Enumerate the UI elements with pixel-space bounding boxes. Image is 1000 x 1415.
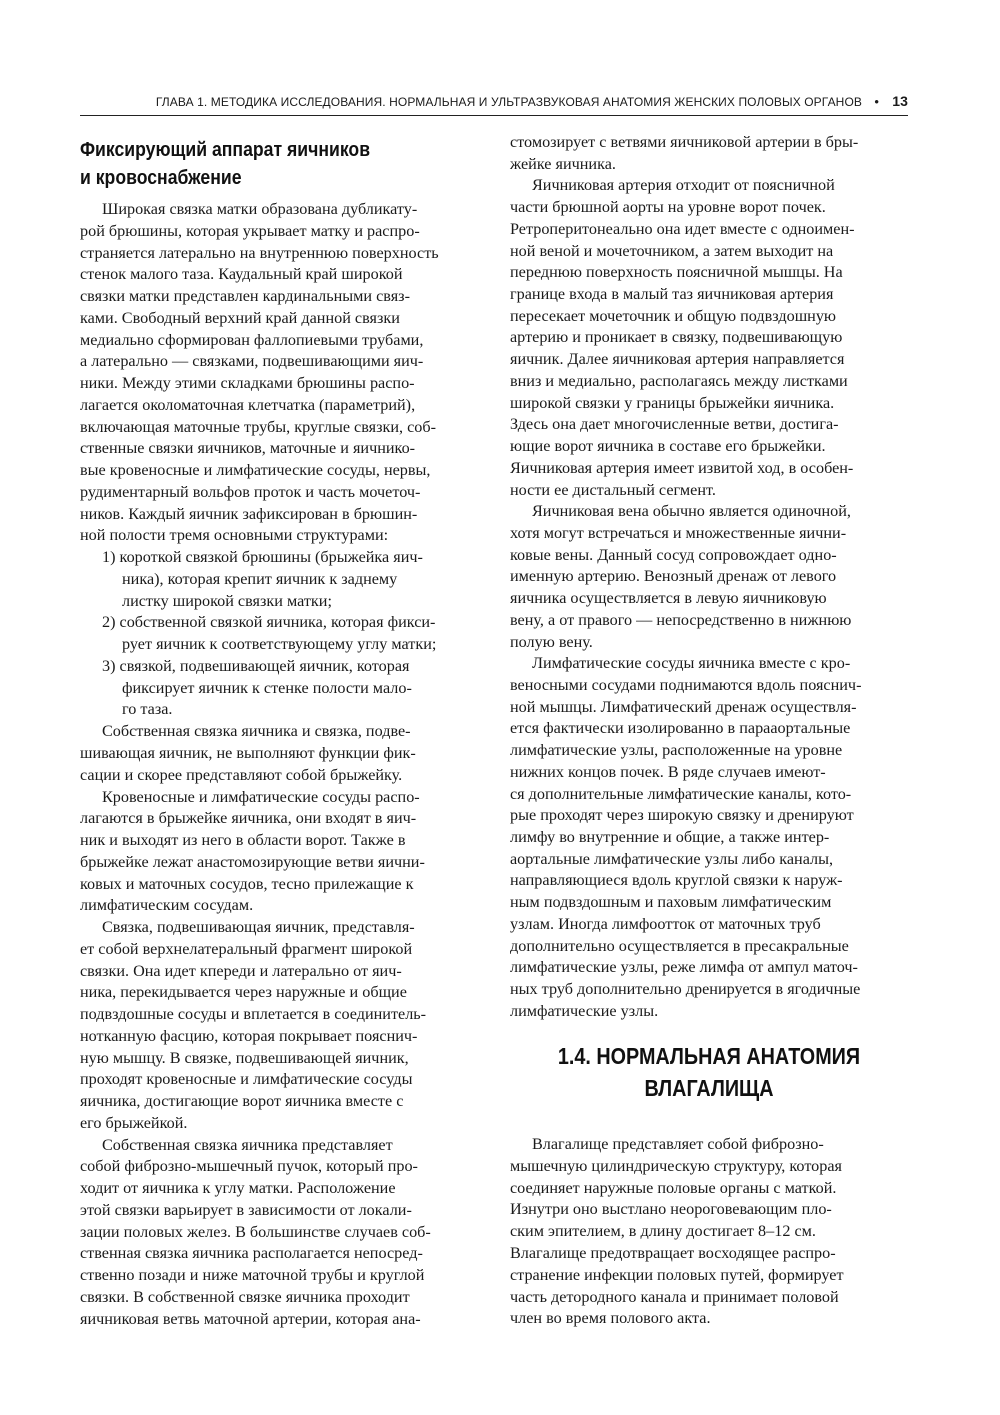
text-line: ника, перекидывается через наружные и общие xyxy=(80,983,407,1002)
text-line: дополнительно осуществляется в пресакральные xyxy=(510,936,849,955)
text-line: включающая маточные трубы, круглые связки, соб- xyxy=(80,417,437,436)
text-line: Ретроперитонеально она идет вместе с одноимен- xyxy=(510,219,855,238)
text-line: ник и выходят из него в области ворот. Также в xyxy=(80,831,406,850)
text-line: Кровеносные и лимфатические сосуды распо- xyxy=(102,787,420,806)
text-line: яичника, достигающие ворот яичника вместе с xyxy=(80,1092,404,1111)
text-line: ся дополнительные лимфатические каналы, кото- xyxy=(510,784,852,803)
text-line: шивающая яичник, не выполняют функции фик- xyxy=(80,744,416,762)
text-line: лимфатические узлы, расположенные на уровне xyxy=(510,741,843,760)
text-line: ственно позади и ниже маточной трубы и круглой xyxy=(80,1266,425,1285)
text-line: яичниковая ветвь маточной артерии, которая ана- xyxy=(80,1309,421,1328)
text-line: Собственная связка яичника и связка, подве- xyxy=(102,722,411,741)
text-line: пересекает мочеточник и общую подвздошную xyxy=(510,306,837,325)
text-line: ет собой верхнелатеральный фрагмент широкой xyxy=(80,939,413,958)
text-line: рые проходят через широкую связку и дренируют xyxy=(510,806,854,825)
text-line: Влагалище представляет собой фиброзно- xyxy=(532,1135,824,1153)
text-line: сации и скорее представляют собой брыжейку. xyxy=(80,765,403,784)
text-line: подвздошные сосуды и вплетается в соединитель- xyxy=(80,1005,427,1024)
text-line: вые кровеносные и лимфатические сосуды, нервы, xyxy=(80,461,431,480)
text-line: ковых и маточных сосудов, тесно прилежащие к xyxy=(80,874,414,893)
section-heading-line-1: Фиксирующий аппарат яичников xyxy=(80,138,371,161)
text-line: его брыжейкой. xyxy=(80,1113,188,1132)
text-line: ется фактически изолированно в парааортальные xyxy=(510,719,851,738)
text-line: 2) собственной связкой яичника, которая фикси- xyxy=(102,613,436,632)
text-line: вниз и медиально, располагаясь между листками xyxy=(510,371,848,390)
text-line: границе входа в малый таз яичниковая артерия xyxy=(510,285,834,304)
text-line: брыжейке лежат анастомозирующие ветви яични- xyxy=(80,852,425,871)
text-line: странение инфекции половых путей, формирует xyxy=(510,1265,844,1284)
text-line: а латерально — связками, подвешивающими яич- xyxy=(80,352,424,371)
text-line: ников. Каждый яичник зафиксирован в брюшин- xyxy=(80,504,418,523)
text-line: нижних концов почек. В ряде случаев имеют- xyxy=(510,762,826,781)
text-line: ным подвздошным и паховым лимфатическим xyxy=(510,893,832,912)
text-line: ственная связка яичника располагается непосред- xyxy=(80,1244,423,1263)
text-line: лагается околоматочная клетчатка (параметрий), xyxy=(80,395,416,414)
text-line: Здесь она дает многочисленные ветви, достига- xyxy=(510,415,839,434)
text-line: собой фиброзно-мышечный пучок, который про- xyxy=(80,1157,418,1176)
section-heading-line-2: и кровоснабжение xyxy=(80,166,242,189)
text-line: связки. Она идет кпереди и латерально от яич- xyxy=(80,961,402,980)
text-line: соединяет наружные половые органы с маткой. xyxy=(510,1178,837,1197)
section-1-4-heading-line-1: 1.4. НОРМАЛЬНАЯ АНАТОМИЯ xyxy=(557,1043,861,1069)
text-line: узлам. Иногда лимфоотток от маточных труб xyxy=(510,914,821,933)
text-line: артерию и проникает в связку, подвешивающую xyxy=(510,328,843,347)
text-line: части брюшной аорты на уровне ворот почек. xyxy=(510,198,826,217)
text-line: жейке яичника. xyxy=(510,154,616,173)
text-line: член во время полового акта. xyxy=(510,1309,711,1328)
text-line: ной веной и мочеточником, а затем выходит на xyxy=(510,241,834,260)
text-line: ных труб дополнительно дренируется в ягодичные xyxy=(510,980,861,999)
text-line: лимфу во внутренние и общие, а также интер- xyxy=(510,828,830,847)
text-line: вену, а от правого — непосредственно в нижнюю xyxy=(510,610,852,629)
text-line: часть детородного канала и принимает половой xyxy=(510,1287,839,1306)
text-line: лимфатические узлы. xyxy=(510,1001,659,1020)
text-line: го таза. xyxy=(122,700,173,719)
text-line: Яичниковая вена обычно является одиночной, xyxy=(532,502,851,521)
text-line: ника), которая крепит яичник к заднему xyxy=(122,569,398,588)
text-line: рудиментарный вольфов проток и часть мочеточ- xyxy=(80,482,421,501)
text-line: зации половых желез. В большинстве случаев соб- xyxy=(80,1222,431,1241)
section-1-4-heading-line-2: ВЛАГАЛИЩА xyxy=(644,1075,774,1101)
running-head xyxy=(80,91,908,116)
chapter-title: ГЛАВА 1. МЕТОДИКА ИССЛЕДОВАНИЯ. НОРМАЛЬНАЯ И УЛЬТРАЗВУКОВАЯ АНАТОМИЯ ЖЕНСКИХ ПОЛОВЫХ ОРГАНОВ xyxy=(155,95,862,109)
text-line: аортальные лимфатические узлы либо каналы, xyxy=(510,849,834,868)
text-line: листку широкой связки матки; xyxy=(122,591,332,610)
text-line: Яичниковая артерия имеет извитой ход, в особен- xyxy=(510,458,854,477)
text-line: ковые вены. Данный сосуд сопровождает одно- xyxy=(510,545,837,564)
text-line: стомозирует с ветвями яичниковой артерии в бры- xyxy=(510,133,859,151)
text-line: рой брюшины, которая укрывает матку и распро- xyxy=(80,221,420,240)
text-line: Собственная связка яичника представляет xyxy=(102,1135,393,1154)
text-line: мышечную цилиндрическую структуру, которая xyxy=(510,1156,842,1175)
text-line: этой связки варьирует в зависимости от локали- xyxy=(80,1200,412,1219)
text-line: рует яичник к соответствующему углу матки; xyxy=(122,635,437,654)
text-line: именную артерию. Венозный дренаж от левого xyxy=(510,567,837,586)
bullet-separator: • xyxy=(874,94,879,109)
text-line: ющие ворот яичника в составе его брыжейки. xyxy=(510,437,826,456)
text-line: хотя могут встречаться и множественные яични- xyxy=(510,523,847,542)
text-line: 1) короткой связкой брюшины (брыжейка яич- xyxy=(102,548,423,567)
text-line: широкой связки у границы брыжейки яичника. xyxy=(510,393,835,412)
text-line: нотканную фасцию, которая покрывает пояснич- xyxy=(80,1026,418,1045)
text-line: лимфатическим сосудам. xyxy=(80,896,254,915)
text-line: ной полости тремя основными структурами: xyxy=(80,526,389,545)
text-line: Изнутри оно выстлано неороговевающим пло- xyxy=(510,1200,832,1219)
text-line: ники. Между этими складками брюшины распо- xyxy=(80,374,415,393)
text-line: связки матки представлен кардинальными связ- xyxy=(80,287,410,306)
text-line: страняется латерально на внутреннюю поверхность xyxy=(80,243,439,262)
text-line: ственные связки яичников, маточные и яичнико- xyxy=(80,439,416,458)
text-line: Влагалище предотвращает восходящее распро- xyxy=(510,1244,836,1262)
text-line: ную мышцу. В связке, подвешивающей яичник, xyxy=(80,1048,409,1067)
text-line: медиально сформирован фаллопиевыми трубами, xyxy=(80,330,424,349)
text-line: полую вену. xyxy=(510,632,593,651)
page-number: 13 xyxy=(892,93,908,109)
text-line: ским эпителием, в длину достигает 8–12 см. xyxy=(510,1222,816,1241)
text-line: проходят кровеносные и лимфатические сосуды xyxy=(80,1070,413,1089)
text-line: направляющиеся вдоль круглой связки к наруж- xyxy=(510,871,843,890)
text-line: Широкая связка матки образована дубликату- xyxy=(102,200,418,218)
text-line: Лимфатические сосуды яичника вместе с кро- xyxy=(532,654,851,673)
text-line: переднюю поверхность поясничной мышцы. На xyxy=(510,263,843,282)
text-line: ности ее дистальный сегмент. xyxy=(510,480,716,499)
text-line: ной мышцы. Лимфатический дренаж осуществля- xyxy=(510,697,857,716)
text-line: Связка, подвешивающая яичник, представля- xyxy=(102,918,415,937)
text-line: лимфатические узлы, реже лимфа от ампул маточ- xyxy=(510,958,858,977)
text-line: яичника осуществляется в левую яичниковую xyxy=(510,589,827,608)
text-line: веносными сосудами поднимаются вдоль пояснич- xyxy=(510,676,862,694)
text-line: лагаются в брыжейке яичника, они входят в яич- xyxy=(80,809,417,828)
text-line: ходит от яичника к углу матки. Расположение xyxy=(80,1179,396,1198)
text-line: 3) связкой, подвешивающей яичник, которая xyxy=(102,656,410,675)
text-line: Яичниковая артерия отходит от поясничной xyxy=(532,176,835,195)
text-line: стенок малого таза. Каудальный край широкой xyxy=(80,265,403,284)
text-line: ками. Свободный верхний край данной связки xyxy=(80,308,400,327)
text-line: фиксирует яичник к стенке полости мало- xyxy=(122,678,412,697)
text-line: связки. В собственной связке яичника проходит xyxy=(80,1288,410,1306)
text-line: яичник. Далее яичниковая артерия направляется xyxy=(510,350,845,369)
